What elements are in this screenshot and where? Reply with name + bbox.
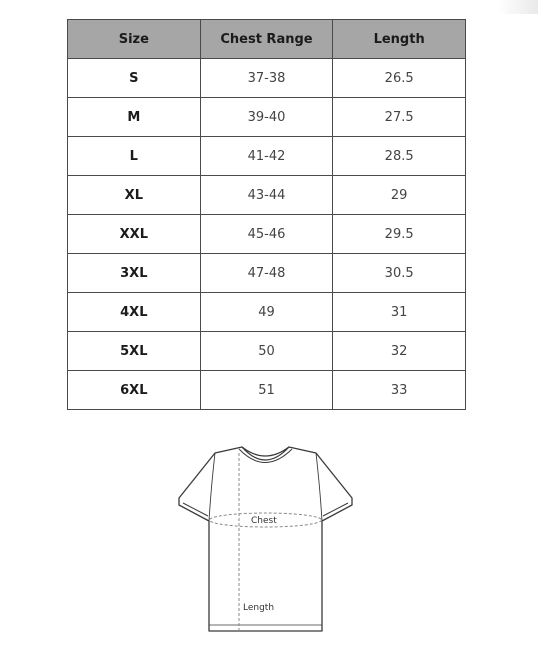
size-cell: XL (68, 176, 201, 215)
table-row (68, 59, 466, 98)
chest-cell: 45-46 (200, 215, 333, 254)
chest-cell: 41-42 (200, 137, 333, 176)
chest-cell: 37-38 (200, 59, 333, 98)
chest-cell: 51 (200, 371, 333, 410)
length-cell: 30.5 (333, 254, 466, 293)
length-cell: 31 (333, 293, 466, 332)
length-cell: 32 (333, 332, 466, 371)
length-cell: 26.5 (333, 59, 466, 98)
size-cell: 6XL (68, 371, 201, 410)
length-cell: 33 (333, 371, 466, 410)
table-header-row (68, 20, 466, 59)
tshirt-outline-icon (175, 443, 360, 633)
length-cell: 28.5 (333, 137, 466, 176)
size-cell: XXL (68, 215, 201, 254)
chest-cell: 47-48 (200, 254, 333, 293)
header-chest-range: Chest Range (200, 20, 333, 59)
chest-label: Chest (251, 516, 277, 526)
table-row (68, 215, 466, 254)
chest-cell: 50 (200, 332, 333, 371)
length-cell: 29.5 (333, 215, 466, 254)
corner-shadow (498, 0, 538, 14)
table-row (68, 254, 466, 293)
size-cell: 5XL (68, 332, 201, 371)
length-cell: 29 (333, 176, 466, 215)
chest-cell: 43-44 (200, 176, 333, 215)
length-label: Length (243, 603, 275, 613)
header-length: Length (333, 20, 466, 59)
chest-cell: 49 (200, 293, 333, 332)
table-row (68, 371, 466, 410)
size-cell: 3XL (68, 254, 201, 293)
chest-cell: 39-40 (200, 98, 333, 137)
header-size: Size (68, 20, 201, 59)
table-row (68, 98, 466, 137)
length-cell: 27.5 (333, 98, 466, 137)
table-row (68, 137, 466, 176)
table-row (68, 176, 466, 215)
size-chart-table (67, 19, 466, 410)
size-cell: 4XL (68, 293, 201, 332)
table-row (68, 332, 466, 371)
size-cell: S (68, 59, 201, 98)
size-cell: M (68, 98, 201, 137)
table-row (68, 293, 466, 332)
size-cell: L (68, 137, 201, 176)
